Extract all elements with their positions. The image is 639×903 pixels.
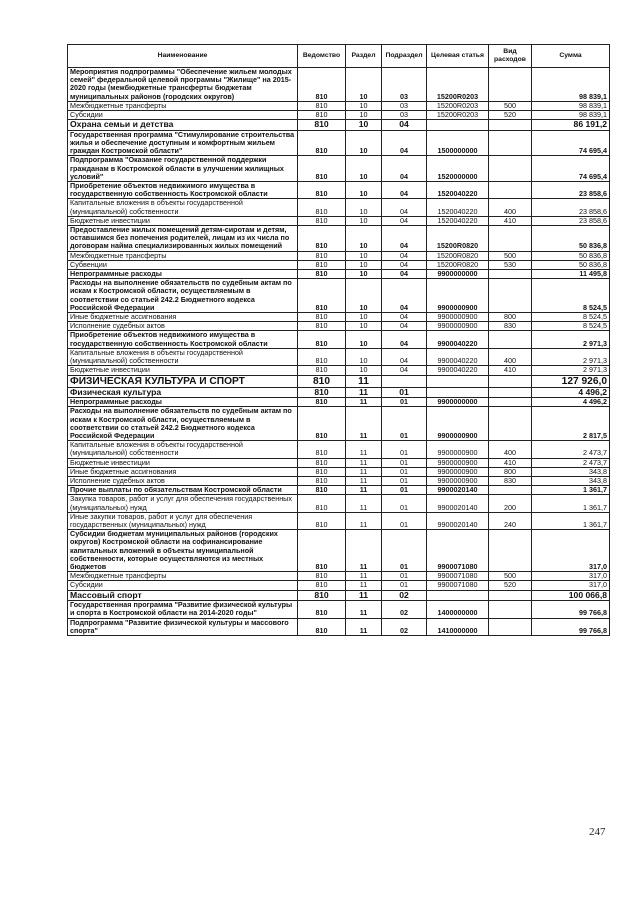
cell-amount: 23 858,6 bbox=[532, 199, 610, 216]
cell-department: 810 bbox=[298, 226, 346, 252]
cell-name: Субсидии bbox=[68, 111, 298, 120]
cell-name: Межбюджетные трансферты bbox=[68, 251, 298, 260]
cell-expense-type bbox=[489, 601, 532, 618]
table-row bbox=[68, 111, 610, 120]
table-row bbox=[68, 407, 610, 441]
cell-name: Межбюджетные трансферты bbox=[68, 101, 298, 110]
cell-name: Приобретение объектов недвижимого имущества в государственную собственность Костромской области bbox=[68, 182, 298, 199]
table-row bbox=[68, 279, 610, 313]
cell-subsection: 03 bbox=[382, 68, 427, 102]
cell-target-article: 15200R0203 bbox=[427, 101, 489, 110]
cell-subsection: 04 bbox=[382, 322, 427, 331]
cell-amount: 343,8 bbox=[532, 467, 610, 476]
cell-expense-type bbox=[489, 331, 532, 348]
cell-subsection: 02 bbox=[382, 590, 427, 601]
cell-target-article: 9900020140 bbox=[427, 486, 489, 495]
cell-section: 10 bbox=[346, 120, 382, 131]
cell-target-article: 9900071080 bbox=[427, 572, 489, 581]
cell-target-article bbox=[427, 387, 489, 398]
cell-target-article: 9900000900 bbox=[427, 441, 489, 458]
cell-amount: 8 524,5 bbox=[532, 279, 610, 313]
cell-section: 10 bbox=[346, 348, 382, 365]
cell-department: 810 bbox=[298, 156, 346, 182]
cell-expense-type bbox=[489, 375, 532, 387]
table-row bbox=[68, 398, 610, 407]
cell-section: 11 bbox=[346, 441, 382, 458]
cell-target-article: 9900071080 bbox=[427, 530, 489, 572]
cell-target-article: 1500000000 bbox=[427, 130, 489, 156]
header-section: Раздел bbox=[346, 45, 382, 68]
cell-section: 10 bbox=[346, 130, 382, 156]
cell-name: Подпрограмма "Развитие физической культуры и массового спорта" bbox=[68, 618, 298, 635]
cell-department: 810 bbox=[298, 120, 346, 131]
cell-amount: 2 473,7 bbox=[532, 458, 610, 467]
cell-expense-type: 410 bbox=[489, 216, 532, 225]
cell-target-article bbox=[427, 120, 489, 131]
table-header-row bbox=[68, 45, 610, 68]
cell-department: 810 bbox=[298, 313, 346, 322]
cell-expense-type bbox=[489, 407, 532, 441]
cell-expense-type bbox=[489, 387, 532, 398]
cell-expense-type bbox=[489, 156, 532, 182]
cell-subsection: 04 bbox=[382, 331, 427, 348]
cell-amount: 98 839,1 bbox=[532, 111, 610, 120]
cell-amount: 2 971,3 bbox=[532, 348, 610, 365]
table-row bbox=[68, 495, 610, 512]
cell-expense-type bbox=[489, 279, 532, 313]
cell-amount: 50 836,8 bbox=[532, 251, 610, 260]
cell-subsection: 01 bbox=[382, 407, 427, 441]
cell-target-article: 9900071080 bbox=[427, 581, 489, 590]
cell-target-article: 9900020140 bbox=[427, 495, 489, 512]
table-row bbox=[68, 260, 610, 269]
cell-subsection: 04 bbox=[382, 348, 427, 365]
cell-expense-type: 410 bbox=[489, 458, 532, 467]
cell-section: 10 bbox=[346, 260, 382, 269]
cell-name: Межбюджетные трансферты bbox=[68, 572, 298, 581]
table-row bbox=[68, 467, 610, 476]
cell-name: Прочие выплаты по обязательствам Костромской области bbox=[68, 486, 298, 495]
table-row bbox=[68, 120, 610, 131]
cell-department: 810 bbox=[298, 476, 346, 485]
cell-section: 11 bbox=[346, 572, 382, 581]
cell-name: Физическая культура bbox=[68, 387, 298, 398]
cell-amount: 99 766,8 bbox=[532, 601, 610, 618]
header-subsection: Подраздел bbox=[382, 45, 427, 68]
cell-section: 11 bbox=[346, 407, 382, 441]
cell-subsection: 04 bbox=[382, 313, 427, 322]
cell-name: Расходы на выполнение обязательств по судебным актам по искам к Костромской области, осуществляемым в соответствии со статьей 242.2 Бюджетного кодекса Российской Федерации bbox=[68, 407, 298, 441]
table-row bbox=[68, 182, 610, 199]
cell-target-article: 9900000900 bbox=[427, 458, 489, 467]
cell-subsection: 01 bbox=[382, 495, 427, 512]
cell-subsection: 01 bbox=[382, 441, 427, 458]
cell-amount: 317,0 bbox=[532, 530, 610, 572]
cell-expense-type: 830 bbox=[489, 322, 532, 331]
cell-target-article bbox=[427, 590, 489, 601]
cell-subsection: 04 bbox=[382, 251, 427, 260]
cell-subsection: 04 bbox=[382, 199, 427, 216]
cell-subsection: 01 bbox=[382, 512, 427, 529]
table-row bbox=[68, 387, 610, 398]
cell-amount: 2 971,3 bbox=[532, 331, 610, 348]
cell-amount: 23 858,6 bbox=[532, 216, 610, 225]
cell-name: Исполнение судебных актов bbox=[68, 322, 298, 331]
cell-department: 810 bbox=[298, 407, 346, 441]
cell-expense-type bbox=[489, 226, 532, 252]
table-row bbox=[68, 331, 610, 348]
cell-subsection: 01 bbox=[382, 581, 427, 590]
cell-target-article: 9900040220 bbox=[427, 348, 489, 365]
cell-department: 810 bbox=[298, 216, 346, 225]
cell-expense-type bbox=[489, 182, 532, 199]
cell-section: 10 bbox=[346, 199, 382, 216]
cell-amount: 11 495,8 bbox=[532, 270, 610, 279]
cell-amount: 317,0 bbox=[532, 572, 610, 581]
cell-department: 810 bbox=[298, 251, 346, 260]
cell-expense-type bbox=[489, 618, 532, 635]
cell-department: 810 bbox=[298, 279, 346, 313]
table-row bbox=[68, 251, 610, 260]
cell-expense-type bbox=[489, 68, 532, 102]
cell-amount: 2 817,5 bbox=[532, 407, 610, 441]
cell-amount: 4 496,2 bbox=[532, 398, 610, 407]
cell-department: 810 bbox=[298, 68, 346, 102]
cell-amount: 343,8 bbox=[532, 476, 610, 485]
table-row bbox=[68, 375, 610, 387]
cell-section: 11 bbox=[346, 387, 382, 398]
cell-amount: 317,0 bbox=[532, 581, 610, 590]
cell-section: 10 bbox=[346, 156, 382, 182]
cell-subsection: 03 bbox=[382, 111, 427, 120]
cell-subsection bbox=[382, 375, 427, 387]
table-row bbox=[68, 101, 610, 110]
cell-expense-type bbox=[489, 590, 532, 601]
cell-target-article: 1520040220 bbox=[427, 182, 489, 199]
cell-department: 810 bbox=[298, 375, 346, 387]
cell-expense-type bbox=[489, 270, 532, 279]
cell-amount: 98 839,1 bbox=[532, 101, 610, 110]
cell-target-article: 9900020140 bbox=[427, 512, 489, 529]
cell-department: 810 bbox=[298, 270, 346, 279]
table-row bbox=[68, 590, 610, 601]
cell-expense-type: 400 bbox=[489, 441, 532, 458]
cell-section: 11 bbox=[346, 590, 382, 601]
cell-amount: 100 066,8 bbox=[532, 590, 610, 601]
cell-name: Бюджетные инвестиции bbox=[68, 216, 298, 225]
cell-section: 11 bbox=[346, 398, 382, 407]
cell-subsection: 04 bbox=[382, 226, 427, 252]
cell-section: 10 bbox=[346, 111, 382, 120]
cell-expense-type: 400 bbox=[489, 348, 532, 365]
cell-target-article: 15200R0820 bbox=[427, 260, 489, 269]
table-row bbox=[68, 313, 610, 322]
cell-subsection: 04 bbox=[382, 366, 427, 375]
cell-department: 810 bbox=[298, 322, 346, 331]
cell-name: Иные бюджетные ассигнования bbox=[68, 467, 298, 476]
cell-subsection: 04 bbox=[382, 182, 427, 199]
cell-name: Субсидии bbox=[68, 581, 298, 590]
cell-section: 11 bbox=[346, 375, 382, 387]
cell-amount: 23 858,6 bbox=[532, 182, 610, 199]
table-row bbox=[68, 512, 610, 529]
cell-target-article: 1410000000 bbox=[427, 618, 489, 635]
cell-amount: 1 361,7 bbox=[532, 495, 610, 512]
cell-name: Непрограммные расходы bbox=[68, 398, 298, 407]
cell-name: Государственная программа "Стимулирование строительства жилья и обеспечение доступным и комфортным жильем граждан Костромской области" bbox=[68, 130, 298, 156]
cell-target-article: 9900000000 bbox=[427, 270, 489, 279]
table-row bbox=[68, 486, 610, 495]
cell-subsection: 02 bbox=[382, 601, 427, 618]
cell-section: 11 bbox=[346, 476, 382, 485]
cell-department: 810 bbox=[298, 111, 346, 120]
cell-expense-type: 520 bbox=[489, 581, 532, 590]
cell-department: 810 bbox=[298, 441, 346, 458]
cell-amount: 86 191,2 bbox=[532, 120, 610, 131]
cell-department: 810 bbox=[298, 130, 346, 156]
cell-section: 10 bbox=[346, 101, 382, 110]
budget-table bbox=[67, 44, 610, 636]
table-row bbox=[68, 366, 610, 375]
cell-department: 810 bbox=[298, 458, 346, 467]
table-row bbox=[68, 572, 610, 581]
cell-name: Бюджетные инвестиции bbox=[68, 458, 298, 467]
cell-expense-type: 520 bbox=[489, 111, 532, 120]
cell-name: Государственная программа "Развитие физической культуры и спорта в Костромской области на 2014-2020 годы" bbox=[68, 601, 298, 618]
table-row bbox=[68, 216, 610, 225]
table-row bbox=[68, 270, 610, 279]
table-row bbox=[68, 530, 610, 572]
table-row bbox=[68, 199, 610, 216]
cell-section: 10 bbox=[346, 322, 382, 331]
cell-department: 810 bbox=[298, 331, 346, 348]
cell-department: 810 bbox=[298, 387, 346, 398]
cell-section: 11 bbox=[346, 581, 382, 590]
table-row bbox=[68, 348, 610, 365]
cell-department: 810 bbox=[298, 530, 346, 572]
cell-section: 10 bbox=[346, 216, 382, 225]
cell-amount: 127 926,0 bbox=[532, 375, 610, 387]
cell-name: Закупка товаров, работ и услуг для обеспечения государственных (муниципальных) нужд bbox=[68, 495, 298, 512]
cell-name: Капитальные вложения в объекты государственной (муниципальной) собственности bbox=[68, 199, 298, 216]
table-row bbox=[68, 581, 610, 590]
cell-expense-type bbox=[489, 130, 532, 156]
cell-subsection: 04 bbox=[382, 120, 427, 131]
cell-name: Исполнение судебных актов bbox=[68, 476, 298, 485]
cell-section: 11 bbox=[346, 618, 382, 635]
cell-department: 810 bbox=[298, 572, 346, 581]
cell-amount: 4 496,2 bbox=[532, 387, 610, 398]
cell-section: 10 bbox=[346, 279, 382, 313]
cell-target-article: 1520040220 bbox=[427, 216, 489, 225]
cell-expense-type bbox=[489, 398, 532, 407]
cell-section: 11 bbox=[346, 495, 382, 512]
cell-amount: 99 766,8 bbox=[532, 618, 610, 635]
cell-section: 10 bbox=[346, 251, 382, 260]
cell-department: 810 bbox=[298, 495, 346, 512]
cell-department: 810 bbox=[298, 486, 346, 495]
table-row bbox=[68, 226, 610, 252]
cell-department: 810 bbox=[298, 601, 346, 618]
cell-subsection: 01 bbox=[382, 486, 427, 495]
cell-target-article: 15200R0820 bbox=[427, 251, 489, 260]
cell-subsection: 01 bbox=[382, 467, 427, 476]
table-row bbox=[68, 601, 610, 618]
cell-amount: 74 695,4 bbox=[532, 156, 610, 182]
cell-target-article: 9900000900 bbox=[427, 407, 489, 441]
cell-subsection: 04 bbox=[382, 156, 427, 182]
cell-section: 11 bbox=[346, 530, 382, 572]
cell-subsection: 04 bbox=[382, 270, 427, 279]
cell-subsection: 04 bbox=[382, 130, 427, 156]
cell-section: 10 bbox=[346, 313, 382, 322]
cell-section: 11 bbox=[346, 512, 382, 529]
cell-section: 11 bbox=[346, 601, 382, 618]
cell-name: Приобретение объектов недвижимого имущества в государственную собственность Костромской области bbox=[68, 331, 298, 348]
cell-subsection: 01 bbox=[382, 530, 427, 572]
cell-amount: 1 361,7 bbox=[532, 486, 610, 495]
cell-name: Капитальные вложения в объекты государственной (муниципальной) собственности bbox=[68, 441, 298, 458]
cell-name: Мероприятия подпрограммы "Обеспечение жильем молодых семей" федеральной целевой программы "Жилище" на 2015-2020 годы (межбюджетные трансферты бюджетам муниципальных районов (городских округов) bbox=[68, 68, 298, 102]
cell-expense-type bbox=[489, 120, 532, 131]
cell-name: Предоставление жилых помещений детям-сиротам и детям, оставшимся без попечения родителей, лицам из их числа по договорам найма специализированных жилых помещений bbox=[68, 226, 298, 252]
cell-subsection: 01 bbox=[382, 572, 427, 581]
cell-section: 11 bbox=[346, 486, 382, 495]
cell-target-article: 9900040220 bbox=[427, 331, 489, 348]
cell-name: Субвенции bbox=[68, 260, 298, 269]
table-row bbox=[68, 322, 610, 331]
cell-department: 810 bbox=[298, 260, 346, 269]
cell-section: 10 bbox=[346, 331, 382, 348]
cell-amount: 1 361,7 bbox=[532, 512, 610, 529]
cell-expense-type: 500 bbox=[489, 572, 532, 581]
cell-subsection: 01 bbox=[382, 398, 427, 407]
header-department: Ведомство bbox=[298, 45, 346, 68]
table-row bbox=[68, 68, 610, 102]
cell-name: Бюджетные инвестиции bbox=[68, 366, 298, 375]
cell-section: 10 bbox=[346, 182, 382, 199]
cell-expense-type: 410 bbox=[489, 366, 532, 375]
cell-expense-type: 240 bbox=[489, 512, 532, 529]
cell-amount: 50 836,8 bbox=[532, 260, 610, 269]
cell-section: 10 bbox=[346, 366, 382, 375]
cell-amount: 2 473,7 bbox=[532, 441, 610, 458]
cell-amount: 8 524,5 bbox=[532, 322, 610, 331]
cell-amount: 2 971,3 bbox=[532, 366, 610, 375]
cell-department: 810 bbox=[298, 618, 346, 635]
cell-department: 810 bbox=[298, 581, 346, 590]
cell-amount: 98 839,1 bbox=[532, 68, 610, 102]
cell-expense-type: 500 bbox=[489, 101, 532, 110]
cell-department: 810 bbox=[298, 182, 346, 199]
cell-department: 810 bbox=[298, 366, 346, 375]
cell-name: Расходы на выполнение обязательств по судебным актам по искам к Костромской области, осуществляемым в соответствии со статьей 242.2 Бюджетного кодекса Российской Федерации bbox=[68, 279, 298, 313]
cell-amount: 50 836,8 bbox=[532, 226, 610, 252]
cell-target-article: 1520000000 bbox=[427, 156, 489, 182]
cell-expense-type: 530 bbox=[489, 260, 532, 269]
cell-subsection: 04 bbox=[382, 260, 427, 269]
header-target-article: Целевая статья bbox=[427, 45, 489, 68]
header-expense-type: Вид расходов bbox=[489, 45, 532, 68]
cell-subsection: 04 bbox=[382, 216, 427, 225]
cell-name: ФИЗИЧЕСКАЯ КУЛЬТУРА И СПОРТ bbox=[68, 375, 298, 387]
cell-expense-type: 830 bbox=[489, 476, 532, 485]
table-row bbox=[68, 458, 610, 467]
cell-section: 11 bbox=[346, 467, 382, 476]
cell-name: Охрана семьи и детства bbox=[68, 120, 298, 131]
cell-department: 810 bbox=[298, 398, 346, 407]
cell-subsection: 01 bbox=[382, 458, 427, 467]
cell-department: 810 bbox=[298, 199, 346, 216]
cell-subsection: 01 bbox=[382, 476, 427, 485]
cell-target-article: 1400000000 bbox=[427, 601, 489, 618]
cell-target-article: 9900000900 bbox=[427, 279, 489, 313]
header-amount: Сумма bbox=[532, 45, 610, 68]
cell-section: 11 bbox=[346, 458, 382, 467]
cell-department: 810 bbox=[298, 467, 346, 476]
table-row bbox=[68, 476, 610, 485]
cell-name: Подпрограмма "Оказание государственной поддержки гражданам в Костромской области в улучшении жилищных условий" bbox=[68, 156, 298, 182]
table-row bbox=[68, 618, 610, 635]
table-row bbox=[68, 441, 610, 458]
cell-target-article: 9900000900 bbox=[427, 313, 489, 322]
table-row bbox=[68, 130, 610, 156]
cell-target-article: 15200R0203 bbox=[427, 68, 489, 102]
cell-expense-type: 400 bbox=[489, 199, 532, 216]
cell-department: 810 bbox=[298, 101, 346, 110]
cell-name: Субсидии бюджетам муниципальных районов (городских округов) Костромской области на софинансирование капитальных вложений в объекты муниципальной собственности, которые осуществляются из местных бюджетов bbox=[68, 530, 298, 572]
cell-amount: 8 524,5 bbox=[532, 313, 610, 322]
cell-target-article: 9900000000 bbox=[427, 398, 489, 407]
cell-target-article: 1520040220 bbox=[427, 199, 489, 216]
cell-expense-type: 500 bbox=[489, 251, 532, 260]
cell-subsection: 01 bbox=[382, 387, 427, 398]
cell-name: Капитальные вложения в объекты государственной (муниципальной) собственности bbox=[68, 348, 298, 365]
header-name: Наименование bbox=[68, 45, 298, 68]
cell-expense-type bbox=[489, 530, 532, 572]
table-row bbox=[68, 156, 610, 182]
cell-target-article bbox=[427, 375, 489, 387]
cell-target-article: 9900000900 bbox=[427, 467, 489, 476]
cell-expense-type: 800 bbox=[489, 467, 532, 476]
cell-name: Непрограммные расходы bbox=[68, 270, 298, 279]
cell-expense-type bbox=[489, 486, 532, 495]
cell-section: 10 bbox=[346, 226, 382, 252]
cell-target-article: 9900000900 bbox=[427, 322, 489, 331]
cell-subsection: 02 bbox=[382, 618, 427, 635]
cell-department: 810 bbox=[298, 348, 346, 365]
cell-subsection: 04 bbox=[382, 279, 427, 313]
cell-department: 810 bbox=[298, 590, 346, 601]
cell-subsection: 03 bbox=[382, 101, 427, 110]
cell-expense-type: 800 bbox=[489, 313, 532, 322]
cell-amount: 74 695,4 bbox=[532, 130, 610, 156]
cell-expense-type: 200 bbox=[489, 495, 532, 512]
cell-section: 10 bbox=[346, 68, 382, 102]
cell-name: Массовый спорт bbox=[68, 590, 298, 601]
page-number: 247 bbox=[589, 826, 606, 838]
cell-target-article: 15200R0203 bbox=[427, 111, 489, 120]
cell-section: 10 bbox=[346, 270, 382, 279]
cell-target-article: 9900040220 bbox=[427, 366, 489, 375]
cell-target-article: 9900000900 bbox=[427, 476, 489, 485]
cell-department: 810 bbox=[298, 512, 346, 529]
cell-target-article: 15200R0820 bbox=[427, 226, 489, 252]
cell-name: Иные бюджетные ассигнования bbox=[68, 313, 298, 322]
cell-name: Иные закупки товаров, работ и услуг для обеспечения государственных (муниципальных) нужд bbox=[68, 512, 298, 529]
